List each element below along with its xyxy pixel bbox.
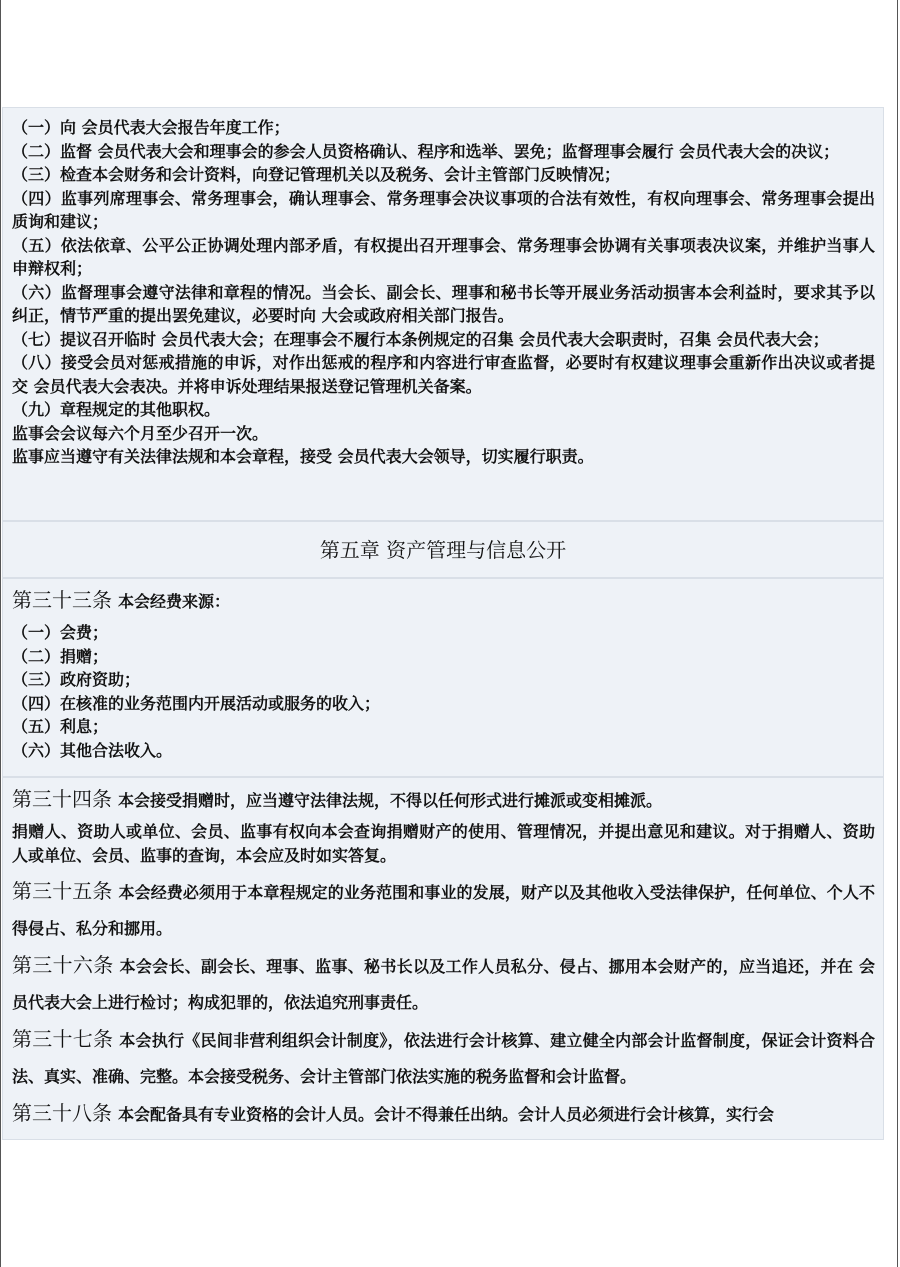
list-item: （三）政府资助； (12, 670, 141, 689)
article-text: 本会执行《民间非营利组织会计制度》，依法进行会计核算、建立健全内部会计监督制度，保证会计资料合法、真实、准确、完整。本会接受税务、会计主管部门依法实施的税务监督和会计监督。 (12, 1031, 875, 1086)
article-text: 本会经费来源： (118, 592, 231, 611)
article-number: 第三十三条 (12, 588, 112, 612)
list-item: （一）向 会员代表大会报告年度工作； (12, 118, 290, 137)
funding-sources-list (12, 621, 875, 762)
article-text: 本会接受捐赠时，应当遵守法律法规，不得以任何形式进行摊派或变相摊派。 (118, 791, 663, 810)
article-text: 本会经费必须用于本章程规定的业务范围和事业的发展，财产以及其他收入受法律保护，任何单位、个人不得侵占、私分和挪用。 (12, 883, 875, 938)
list-item: （七）提议召开临时 会员代表大会；在理事会不履行本条例规定的召集 会员代表大会职责时，召集 会员代表大会； (12, 329, 829, 349)
article-number: 第三十五条 (12, 879, 113, 903)
list-item: （二）捐赠； (12, 646, 109, 666)
list-item: （五）利息； (12, 717, 109, 736)
article-35 (12, 873, 875, 947)
chapter-title: 第五章 资产管理与信息公开 (319, 538, 567, 562)
article-36 (12, 947, 875, 1021)
article-34-paragraph: 捐赠人、资助人或单位、会员、监事有权向本会查询捐赠财产的使用、管理情况，并提出意见和建议。对于捐赠人、资助人或单位、会员、监事的查询，本会应及时如实答复。 (12, 822, 875, 865)
list-item: （四）监事列席理事会、常务理事会，确认理事会、常务理事会决议事项的合法有效性，有权向理事会、常务理事会提出质询和建议； (12, 188, 875, 231)
article-text: 本会会长、副会长、理事、监事、秘书长以及工作人员私分、侵占、挪用本会财产的，应当追还，并在 会员代表大会上进行检讨；构成犯罪的，依法追究刑事责任。 (12, 957, 875, 1012)
articles-34-38-block (2, 777, 884, 1140)
list-item: （二）监督 会员代表大会和理事会的参会人员资格确认、程序和选举、罢免；监督理事会履行 会员代表大会的决议； (12, 141, 840, 161)
list-item: 监事应当遵守有关法律法规和本会章程，接受 会员代表大会领导，切实履行职责。 (12, 447, 594, 466)
article-number: 第三十七条 (12, 1027, 114, 1051)
article-number: 第三十八条 (12, 1101, 112, 1125)
document-body (2, 107, 884, 1140)
list-item: （九）章程规定的其他职权。 (12, 400, 221, 419)
article-number: 第三十四条 (12, 787, 112, 811)
list-item: （八）接受会员对惩戒措施的申诉，对作出惩戒的程序和内容进行审查监督，必要时有权建议理事会重新作出决议或者提交 会员代表大会表决。并将申诉处理结果报送登记管理机关备案。 (12, 353, 875, 396)
article-38 (12, 1095, 875, 1133)
list-item: （六）其他合法收入。 (12, 740, 173, 760)
list-item: （四）在核准的业务范围内开展活动或服务的收入； (12, 693, 381, 713)
article-text: 本会配备具有专业资格的会计人员。会计不得兼任出纳。会计人员必须进行会计核算，实行会 (118, 1105, 775, 1124)
chapter-heading-block (2, 521, 884, 578)
list-item: 监事会会议每六个月至少召开一次。 (12, 423, 269, 443)
article-number: 第三十六条 (12, 953, 114, 977)
list-item: （三）检查本会财务和会计资料，向登记管理机关以及税务、会计主管部门反映情况； (12, 165, 621, 184)
article-33 (12, 589, 875, 613)
article-34 (12, 788, 875, 812)
supervisor-duties-block (2, 107, 884, 521)
list-item: （一）会费； (12, 623, 109, 642)
article-37 (12, 1021, 875, 1095)
list-item: （六）监督理事会遵守法律和章程的情况。当会长、副会长、理事和秘书长等开展业务活动损害本会利益时，要求其予以纠正，情节严重的提出罢免建议，必要时向 大会或政府相关部门报告。 (12, 282, 875, 325)
list-item: （五）依法依章、公平公正协调处理内部矛盾，有权提出召开理事会、常务理事会协调有关事项表决议案，并维护当事人申辩权利； (12, 235, 875, 278)
article-33-block (2, 578, 884, 777)
